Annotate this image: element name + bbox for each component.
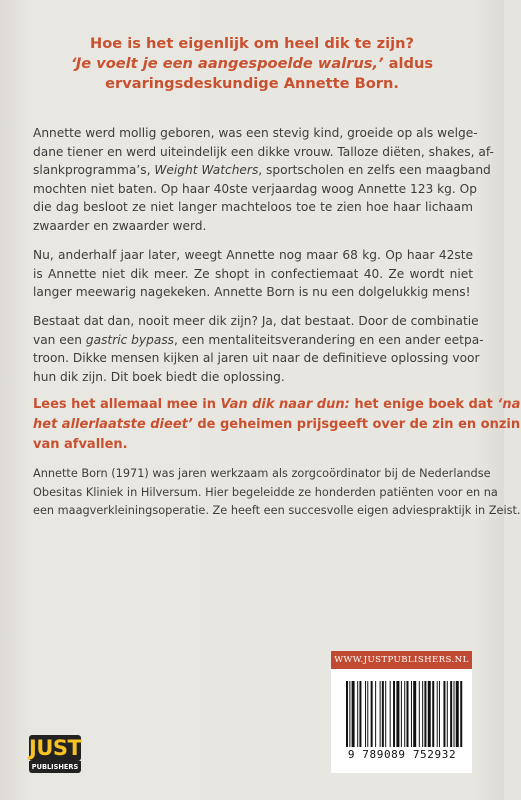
paragraph-1	[33, 124, 494, 235]
paragraph-1-line: Annette werd mollig geboren, was een stevig kind, groeide op als welge-	[33, 126, 478, 140]
text-fragment: van een	[33, 332, 86, 347]
logo-publishers-text: PUBLISHERS	[29, 761, 81, 773]
author-bio	[33, 465, 521, 521]
paragraph-2	[33, 246, 473, 302]
text-fragment: de geheimen prijsgeeft over de zin en onzin	[192, 417, 521, 432]
intro-line-1: Hoe is het eigenlijk om heel dik te zijn?	[90, 35, 414, 52]
quote-fragment-italic: ‘na	[497, 397, 521, 412]
paragraph-2-line: Nu, anderhalf jaar later, weegt Annette nog maar 68 kg. Op haar 42ste	[33, 248, 473, 262]
paragraph-4-highlight	[33, 395, 521, 455]
paragraph-1-line: die dag besloot ze niet langer machteloos toe te zien hoe haar lichaam	[33, 200, 473, 214]
quote-fragment-italic: het allerlaatste dieet’	[33, 417, 193, 432]
book-title-italic: Van dik naar dun:	[220, 397, 350, 412]
gastric-bypass-italic: gastric bypass	[85, 332, 175, 347]
paragraph-1-line: mochten niet baten. Op haar 40ste verjaardag woog Annette 123 kg. Op	[33, 181, 477, 196]
logo-just-text: JUST	[29, 736, 82, 760]
text-fragment: , sportscholen en zelfs een maagband	[258, 163, 491, 177]
weight-watchers-italic: Weight Watchers	[154, 163, 259, 177]
intro-line-2-rest: aldus	[383, 55, 434, 72]
barcode-icon	[346, 681, 458, 747]
text-fragment: , een mentaliteitsverandering en een ander eetpa-	[174, 332, 484, 347]
isbn-barcode	[331, 669, 472, 773]
intro-line-3: ervaringsdeskundige Annette Born.	[105, 75, 399, 92]
text-fragment: slankprogramma’s,	[33, 163, 155, 177]
paragraph-4-line	[33, 395, 521, 415]
author-bio-line: Annette Born (1971) was jaren werkzaam als zorgcoördinator bij de Nederlandse	[33, 467, 491, 480]
paragraph-2-line: langer meewarig nagekeken. Annette Born is nu een dolgelukkig mens!	[33, 285, 471, 299]
text-fragment: het enige boek dat	[349, 397, 498, 412]
paragraph-1-line: zwaarder en zwaarder werd.	[33, 218, 207, 233]
paragraph-4-line	[33, 415, 521, 435]
just-publishers-logo	[29, 735, 81, 775]
paragraph-3-line: hun dik zijn. Dit boek biedt die oplossing.	[33, 369, 285, 384]
author-bio-line: Obesitas Kliniek in Hilversum. Hier begeleidde ze honderden patiënten voor en na	[33, 485, 498, 499]
publisher-url-badge[interactable]: WWW.JUSTPUBLISHERS.NL	[331, 651, 472, 669]
paragraph-3-line: Bestaat dat dan, nooit meer dik zijn? Ja, dat bestaat. Door de combinatie	[33, 314, 479, 328]
intro-quote	[62, 34, 442, 94]
paragraph-3-line: troon. Dikke mensen kijken al jaren uit naar de definitieve oplossing voor	[33, 351, 480, 365]
paragraph-2-line: is Annette niet dik meer. Ze shopt in confectiemaat 40. Ze wordt niet	[33, 266, 473, 281]
paragraph-1-line: dane tiener en werd uiteindelijk een dikke vrouw. Talloze diëten, shakes, af-	[33, 144, 494, 159]
intro-line-2	[62, 54, 442, 74]
paragraph-3	[33, 312, 484, 386]
paragraph-4-line: van afvallen.	[33, 437, 128, 452]
isbn-number: 9 789089 752932	[347, 748, 457, 761]
walrus-quote: ‘Je voelt je een aangespoelde walrus,’	[70, 55, 384, 72]
paragraph-3-line	[33, 331, 484, 350]
text-fragment: Lees het allemaal mee in	[33, 397, 221, 412]
author-bio-line: een maagverkleiningsoperatie. Ze heeft een succesvolle eigen adviespraktijk in Zeist.	[33, 504, 521, 517]
paragraph-1-line	[33, 161, 491, 180]
